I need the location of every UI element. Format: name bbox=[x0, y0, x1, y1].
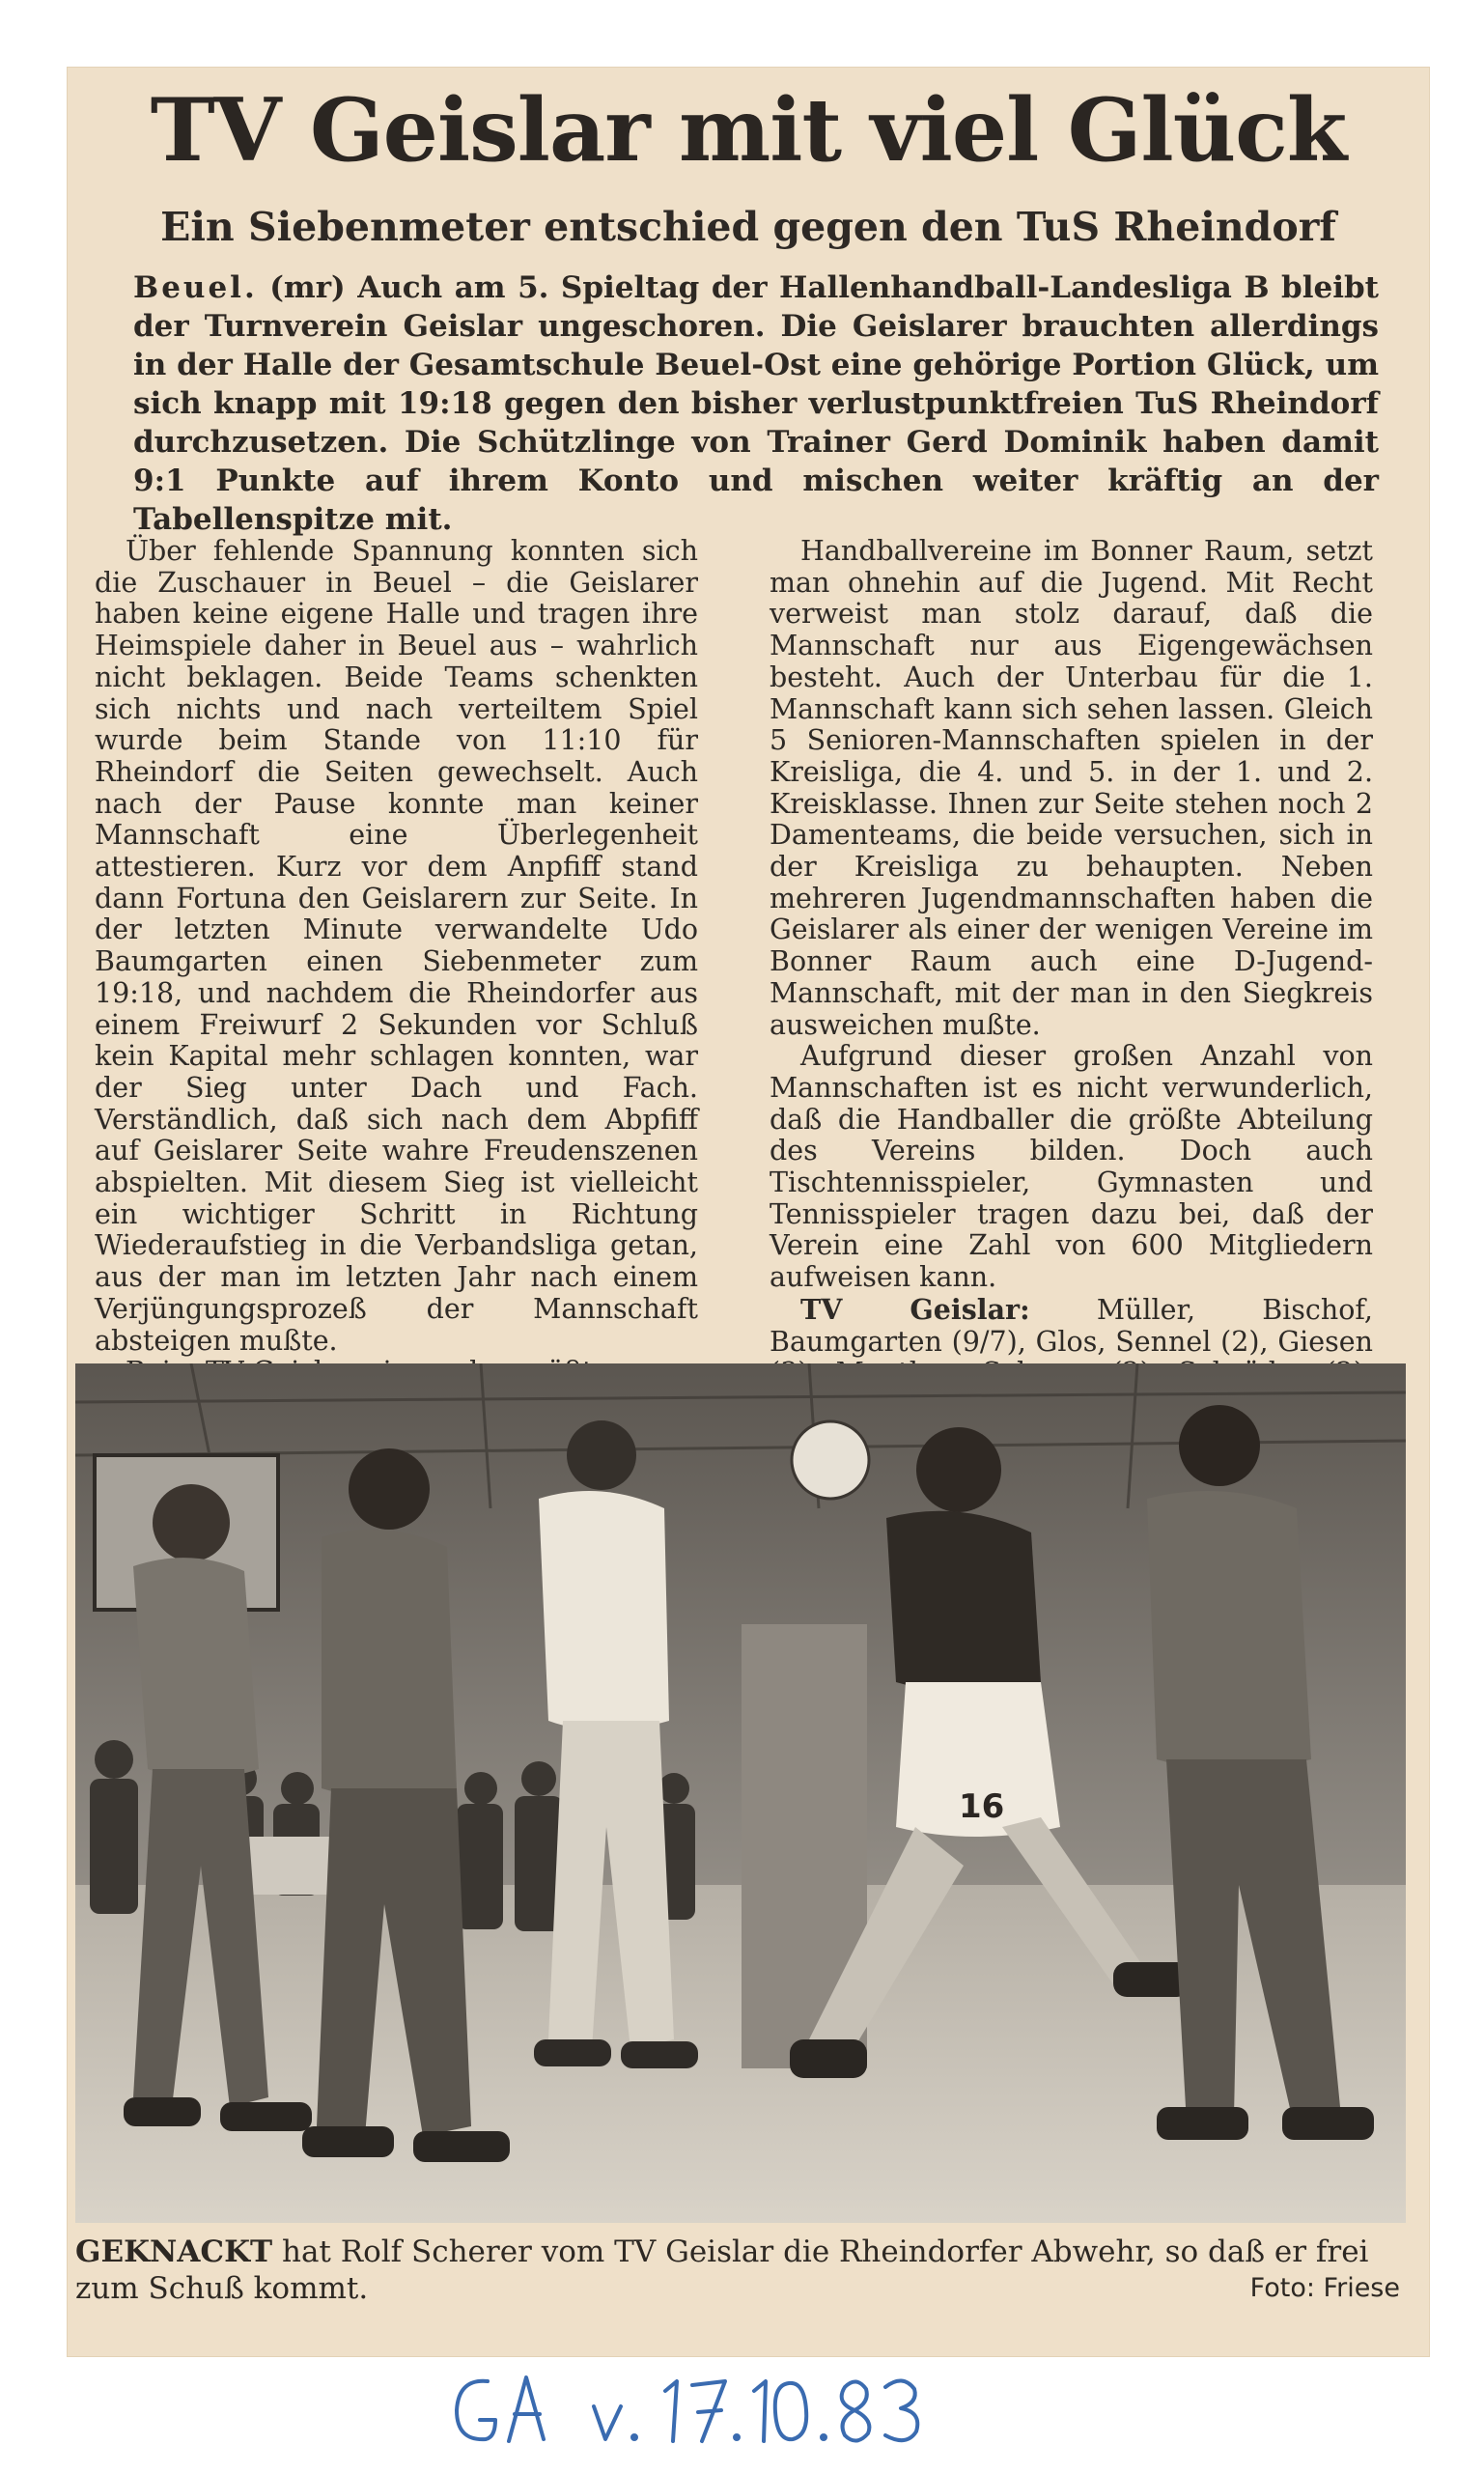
headline: TV Geislar mit viel Glück bbox=[150, 79, 1347, 182]
caption-text: hat Rolf Scherer vom TV Geislar die Rheindorfer Abwehr, so daß er frei zum Schuß kommt. bbox=[75, 2234, 1369, 2306]
caption-lead: GEKNACKT bbox=[75, 2234, 273, 2269]
body-paragraph: Über fehlende Spannung konnten sich die Zuschauer in Beuel – die Geislarer haben keine eigene Halle und tragen ihre Heimspiele daher in Beuel aus – wahrlich nicht beklagen. Beide Teams schenkten sich nichts und nach verteiltem Spiel wurde beim Stande von 11:10 für Rheindorf die Seiten gewechselt. Auch nach der Pause konnte man keiner Mannschaft eine Überlegenheit attestieren. Kurz vor dem Anpfiff stand dann Fortuna den Geislarern zur Seite. In der letzten Minute verwandelte Udo Baumgarten einen Siebenmeter zum 19:18, und nachdem die Rheindorfer aus einem Freiwurf 2 Sekunden vor Schluß kein Kapital mehr schlagen konnten, war der Sieg unter Dach und Fach. Verständlich, daß sich nach dem Abpfiff auf Geislarer Seite wahre Freudenszenen abspielten. Mit diesem Sieg ist vielleicht ein wichtiger Schritt in Richtung Wiederaufstieg in die Verbandsliga getan, aus der man im letzten Jahr nach einem Verjüngungsprozeß der Mannschaft absteigen mußte. bbox=[95, 535, 698, 1357]
newspaper-clipping bbox=[68, 68, 1429, 2356]
article-column-2 bbox=[770, 536, 1373, 1421]
subheadline: Ein Siebenmeter entschied gegen den TuS Rheindorf bbox=[160, 204, 1336, 250]
team-lineup-label: TV Geislar: bbox=[800, 1292, 1030, 1326]
photo-credit: Foto: Friese bbox=[1249, 2273, 1400, 2303]
lead-dateline: Beuel. bbox=[133, 270, 258, 305]
article-column-1 bbox=[95, 536, 698, 1389]
lead-text: (mr) Auch am 5. Spieltag der Hallenhandball-Landesliga B bleibt der Turnverein Geislar ungeschoren. Die Geislarer brauchten allerdings in der Halle der Gesamtschule Beuel-Ost eine gehörige Portion Glück, um sich knapp mit 19:18 gegen den bisher verlustpunktfreien TuS Rheindorf durchzusetzen. Die Schützlinge von Trainer Gerd Dominik haben damit 9:1 Punkte auf ihrem Konto und mischen weiter kräftig an der Tabellenspitze mit. bbox=[133, 270, 1379, 537]
body-paragraph: Handballvereine im Bonner Raum, setzt man ohnehin auf die Jugend. Mit Recht verweist man stolz darauf, daß die Mannschaft nur aus Eigengewächsen besteht. Auch der Unterbau für die 1. Mannschaft kann sich sehen lassen. Gleich 5 Senioren-Mannschaften spielen in der Kreisliga, die 4. und 5. in der 1. und 2. Kreisklasse. Ihnen zur Seite stehen noch 2 Damenteams, die beide versuchen, sich in der Kreisliga zu behaupten. Neben mehreren Jugendmannschaften haben die Geislarer als einer der wenigen Vereine im Bonner Raum auch eine D-Jugend-Mannschaft, mit der man in den Siegkreis ausweichen mußte. bbox=[770, 535, 1373, 1041]
body-paragraph: Aufgrund dieser großen Anzahl von Mannschaften ist es nicht verwunderlich, daß die Handballer die größte Abteilung des Vereins bilden. Doch auch Tischtennisspieler, Gymnasten und Tennisspieler tragen dazu bei, daß der Verein eine Zahl von 600 Mitgliedern aufweisen kann. bbox=[770, 1040, 1373, 1294]
lead-paragraph bbox=[133, 268, 1379, 539]
team-lineup-players: Müller, Bischof, Baumgarten (9/7), Glos, Sennel (2), Giesen bbox=[770, 1293, 1373, 1358]
handwritten-date-note bbox=[449, 2364, 990, 2451]
photo-caption bbox=[75, 2234, 1406, 2307]
jersey-number: 16 bbox=[959, 1787, 1005, 1826]
handball-match-photo bbox=[75, 1363, 1406, 2223]
